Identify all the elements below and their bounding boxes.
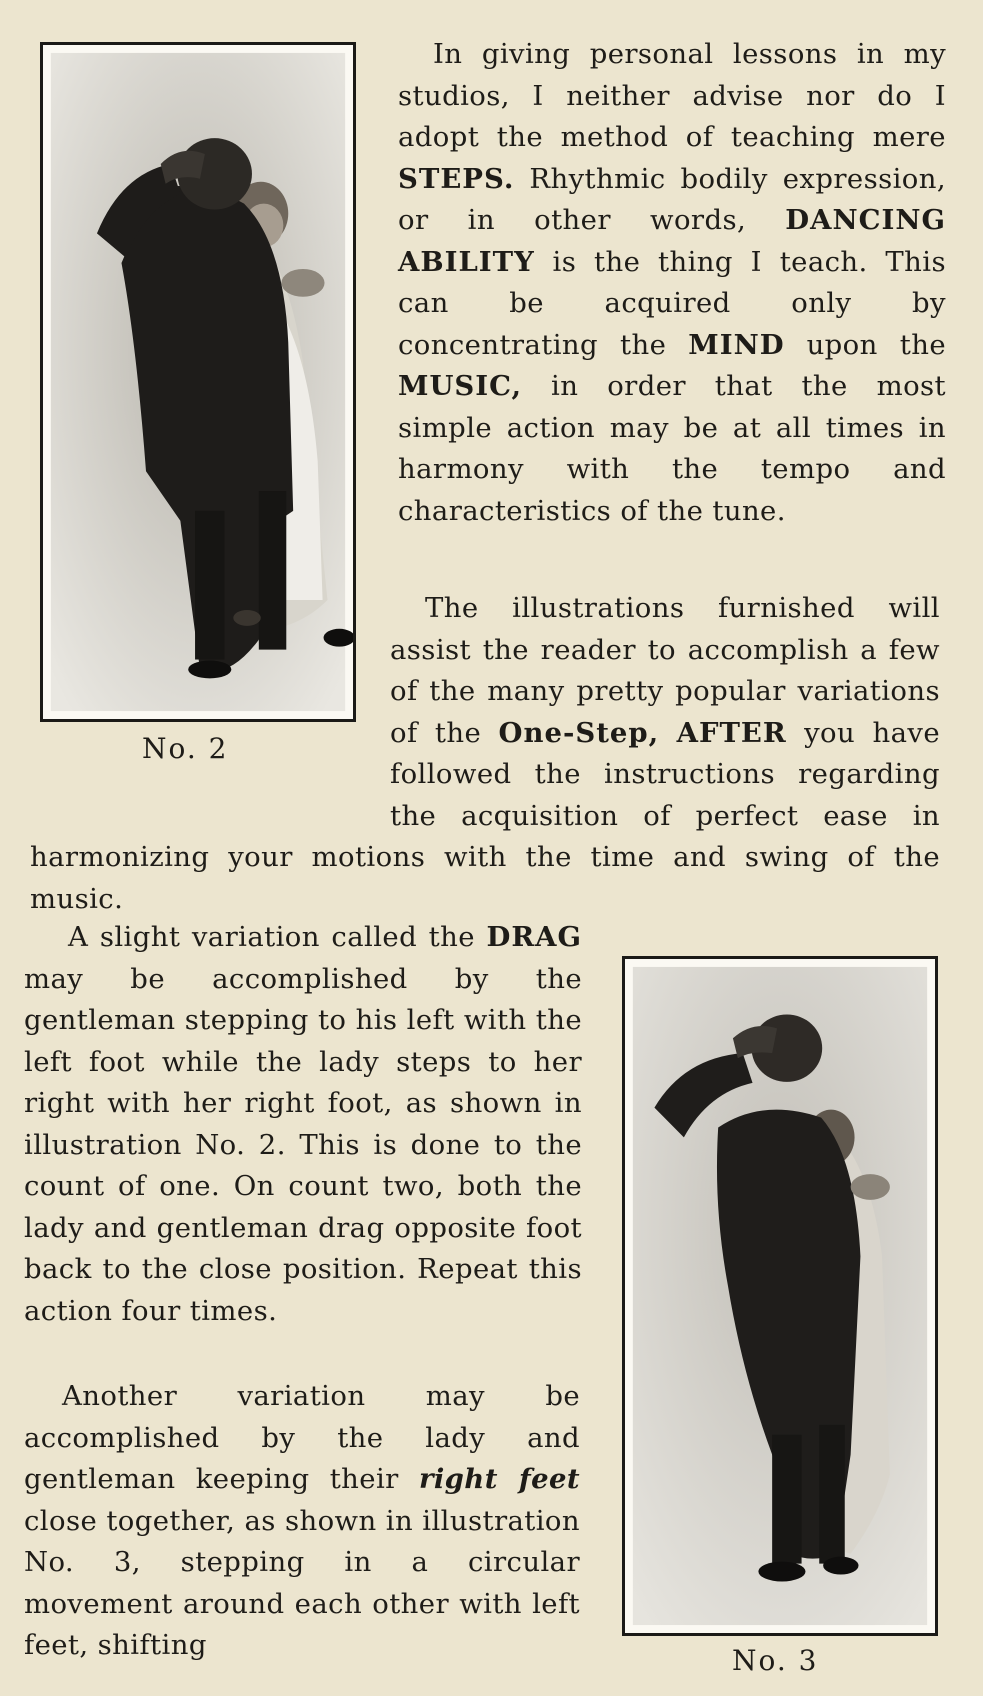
p1-text-3: is the thing I teach. This can be acquired only by concentrating the	[398, 245, 946, 361]
paragraph-3	[24, 917, 582, 1332]
photo-no-3	[622, 956, 938, 1636]
p3-bold-drag: DRAG	[486, 921, 582, 953]
caption-no-2: No. 2	[142, 732, 229, 765]
paragraph-2	[30, 588, 940, 920]
p1-bold-music: MUSIC,	[398, 370, 523, 402]
paragraph-1	[398, 34, 946, 532]
p4-text-1: Another variation may be accomplished by the lady and gentleman keeping their	[24, 1380, 580, 1495]
float-spacer-photo-2	[30, 588, 390, 798]
p1-text-2: Rhythmic bodily expression, or in other words,	[398, 162, 946, 236]
p1-text-1: In giving personal lessons in my studios, I neither advise nor do I adopt the method of teaching mere	[398, 38, 946, 153]
p3-text-2: may be accomplished by the gentleman stepping to his left with the left foot while the lady steps to her right with her right foot, as shown in illustration No. 2. This is done to the count of one. On count two, both the lady and gentleman drag opposite foot back to the close position. Repeat this action four times.	[24, 962, 582, 1327]
caption-no-3: No. 3	[732, 1644, 819, 1677]
p4-italic-right-feet: right feet	[418, 1463, 580, 1495]
p1-text-4: upon the	[784, 328, 946, 361]
paragraph-4	[24, 1376, 580, 1667]
p2-bold-one-step: One-Step,	[498, 716, 660, 749]
p2-text-1: The illustrations furnished will assist the reader to accomplish a few of the many pretty popular variations of the	[390, 592, 940, 749]
p1-bold-steps: STEPS.	[398, 162, 515, 195]
p4-text-2: close together, as shown in illustration No. 3, stepping in a circular movement around each other with left feet, shifting	[24, 1504, 580, 1661]
p1-bold-mind: MIND	[688, 328, 785, 361]
p3-text-1: A slight variation called the	[68, 921, 487, 953]
p2-text-2: you have followed the instructions regarding the acquisition of perfect ease in harmonizing your motions with the time and swing of the music.	[30, 716, 940, 915]
p2-bold-after: AFTER	[676, 716, 787, 749]
p1-text-5: in order that the most simple action may be at all times in harmony with the tempo and characteristics of the tune.	[398, 370, 946, 527]
p1-bold-dancing-ability: DANCING ABILITY	[398, 204, 946, 278]
dancers-illustration-3	[625, 959, 935, 1633]
